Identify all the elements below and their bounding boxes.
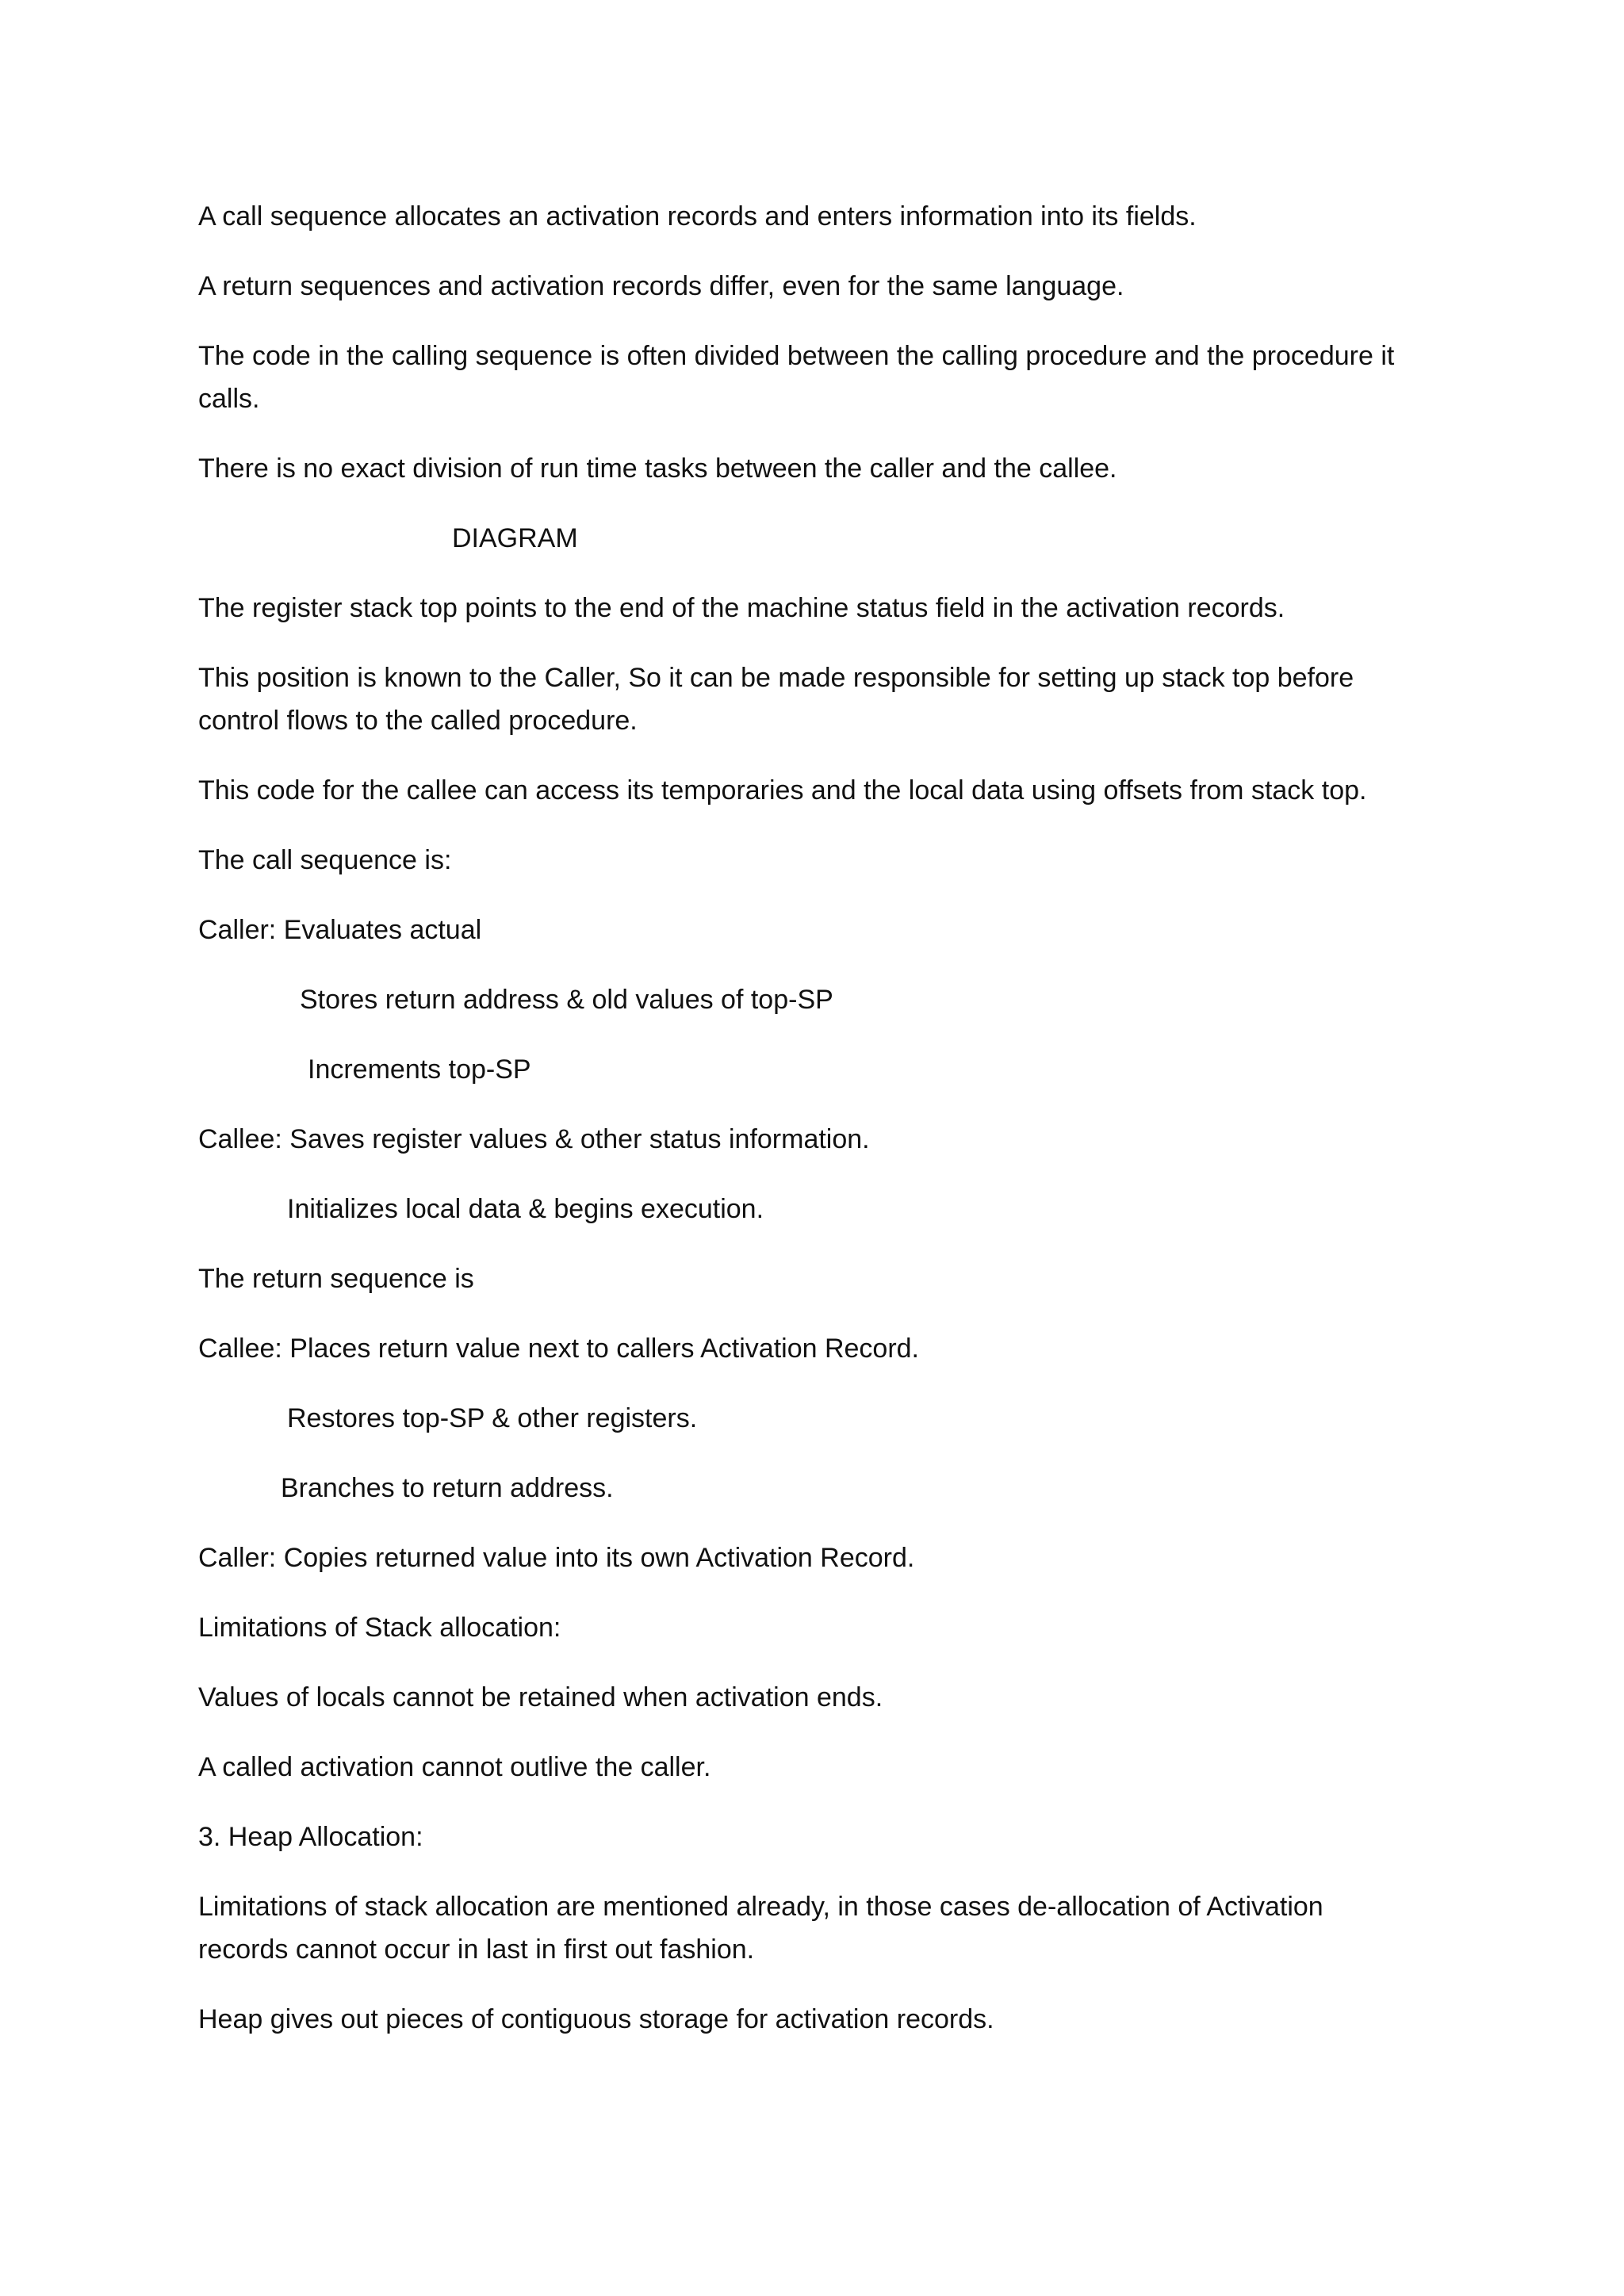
return-sequence-callee-step-3: Branches to return address. [281,1473,614,1503]
call-sequence-caller-step-2: Stores return address & old values of top-SP [300,985,833,1015]
call-sequence-caller-step-1: Caller: Evaluates actual [198,915,482,945]
heading-limitations-stack-allocation: Limitations of Stack allocation: [198,1613,561,1643]
diagram-placeholder-label: DIAGRAM [452,523,578,553]
paragraph-register-stack-top: The register stack top points to the end of the machine status field in the activation records. [198,593,1285,623]
paragraph-calling-sequence-divided-line-2: calls. [198,384,260,414]
heading-return-sequence: The return sequence is [198,1264,474,1294]
call-sequence-callee-step-1: Callee: Saves register values & other status information. [198,1124,870,1154]
paragraph-calling-sequence-divided-line-1: The code in the calling sequence is often divided between the calling procedure and the procedure it [198,341,1395,371]
paragraph-no-exact-division: There is no exact division of run time tasks between the caller and the callee. [198,453,1117,484]
paragraph-limitations-mentioned-line-2: records cannot occur in last in first out fashion. [198,1934,755,1965]
paragraph-limitations-mentioned-line-1: Limitations of stack allocation are mentioned already, in those cases de-allocation of Activation [198,1892,1323,1922]
call-sequence-callee-step-2: Initializes local data & begins execution. [287,1194,764,1224]
paragraph-position-known-line-2: control flows to the called procedure. [198,706,638,736]
paragraph-heap-contiguous-storage: Heap gives out pieces of contiguous storage for activation records. [198,2004,994,2034]
return-sequence-caller-step-1: Caller: Copies returned value into its own Activation Record. [198,1543,915,1573]
return-sequence-callee-step-2: Restores top-SP & other registers. [287,1403,698,1433]
paragraph-return-sequences-differ: A return sequences and activation records differ, even for the same language. [198,271,1124,301]
heading-heap-allocation: 3. Heap Allocation: [198,1822,423,1852]
paragraph-callee-access-temporaries: This code for the callee can access its temporaries and the local data using offsets from stack top. [198,775,1367,806]
return-sequence-callee-step-1: Callee: Places return value next to callers Activation Record. [198,1334,920,1364]
paragraph-call-sequence-allocates: A call sequence allocates an activation records and enters information into its fields. [198,201,1197,232]
paragraph-position-known-line-1: This position is known to the Caller, So it can be made responsible for setting up stack top before [198,663,1354,693]
call-sequence-caller-step-3: Increments top-SP [308,1054,531,1085]
paragraph-called-activation-outlive: A called activation cannot outlive the caller. [198,1752,711,1782]
heading-call-sequence: The call sequence is: [198,845,452,875]
paragraph-locals-not-retained: Values of locals cannot be retained when activation ends. [198,1682,883,1712]
